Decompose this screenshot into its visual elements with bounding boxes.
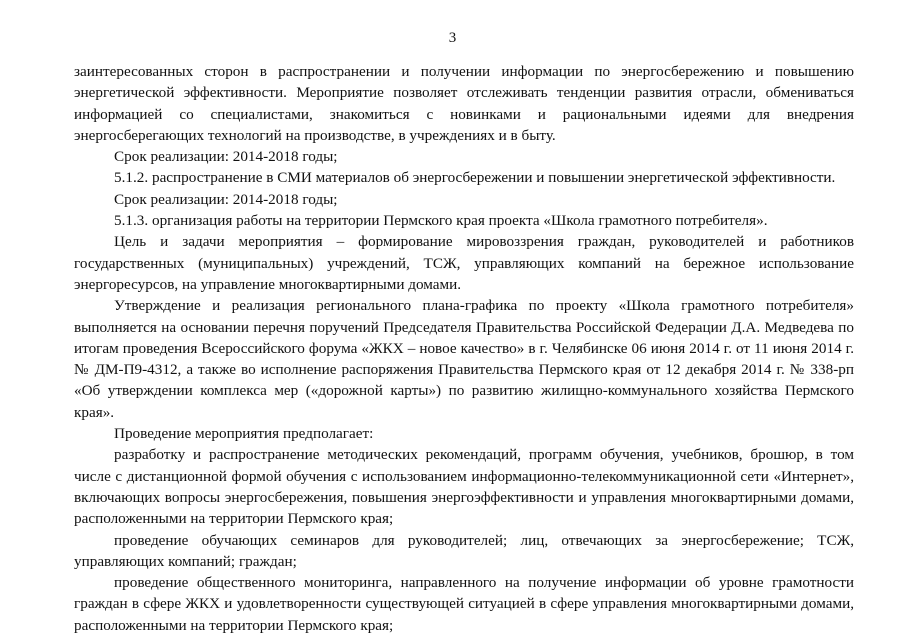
paragraph-item-5-1-3: 5.1.3. организация работы на территории Пермского края проекта «Школа грамотного потребителя». xyxy=(114,212,768,230)
paragraph-implementation-intro: Проведение мероприятия предполагает: xyxy=(114,425,374,443)
paragraph-approval: Утверждение и реализация регионального плана-графика по проекту «Школа грамотного потребителя» выполняется на основании перечня поручений Председателя Правительства Российской Федерации Д.А. Медведева по итогам проведения Всероссийского форума «ЖКХ – новое качество» в г. Челябинске 06 июня 2014 г. от 11 июня 2014 г. № ДМ-П9-4312, а также во исполнение распоряжения Правительства Пермского края от 12 декабря 2014 г. № 338-рп «Об утверждении комплекса мер («дорожной карты») по развитию жилищно-коммунального хозяйства Пермского края». xyxy=(74,297,854,421)
paragraph-public-monitoring: проведение общественного мониторинга, направленного на получение информации об уровне грамотности граждан в сфере ЖКХ и удовлетворенности существующей ситуацией в сфере управления многоквартирными домами, расположенными на территории Пермского края; xyxy=(74,574,854,634)
paragraph-term-1: Срок реализации: 2014-2018 годы; xyxy=(114,148,338,166)
paragraph-item-5-1-2: 5.1.2. распространение в СМИ материалов об энергосбережении и повышении энергетической эффективности. xyxy=(114,169,836,187)
page-number: 3 xyxy=(448,30,457,46)
paragraph-seminars: проведение обучающих семинаров для руководителей; лиц, отвечающих за энергосбережение; ТСЖ, управляющих компаний; граждан; xyxy=(74,531,854,570)
paragraph-methodical-materials: разработку и распространение методических рекомендаций, программ обучения, учебников, брошюр, в том числе с дистанционной формой обучения с использованием информационно-телекоммуникационной сети «Интернет», включающих вопросы энергосбережения, повышения энергоэффективности и управления многоквартирными домами, расположенными на территории Пермского края; xyxy=(74,446,854,528)
paragraph-stakeholders-continuation: заинтересованных сторон в распространении и получении информации по энергосбережению и повышению энергетической эффективности. Мероприятие позволяет отслеживать тенденции развития отрасли, обмениваться информацией со специалистами, знакомиться с новинками и рациональными идеями для внедрения энергосберегающих технологий на производстве, в учреждениях и в быту. xyxy=(74,63,854,144)
document-body xyxy=(74,61,854,636)
paragraph-term-2: Срок реализации: 2014-2018 годы; xyxy=(114,190,338,208)
paragraph-goals: Цель и задачи мероприятия – формирование мировоззрения граждан, руководителей и работников государственных (муниципальных) учреждений, ТСЖ, управляющих компаний на бережное использование энергоресурсов, на управление многоквартирными домами. xyxy=(74,233,854,293)
